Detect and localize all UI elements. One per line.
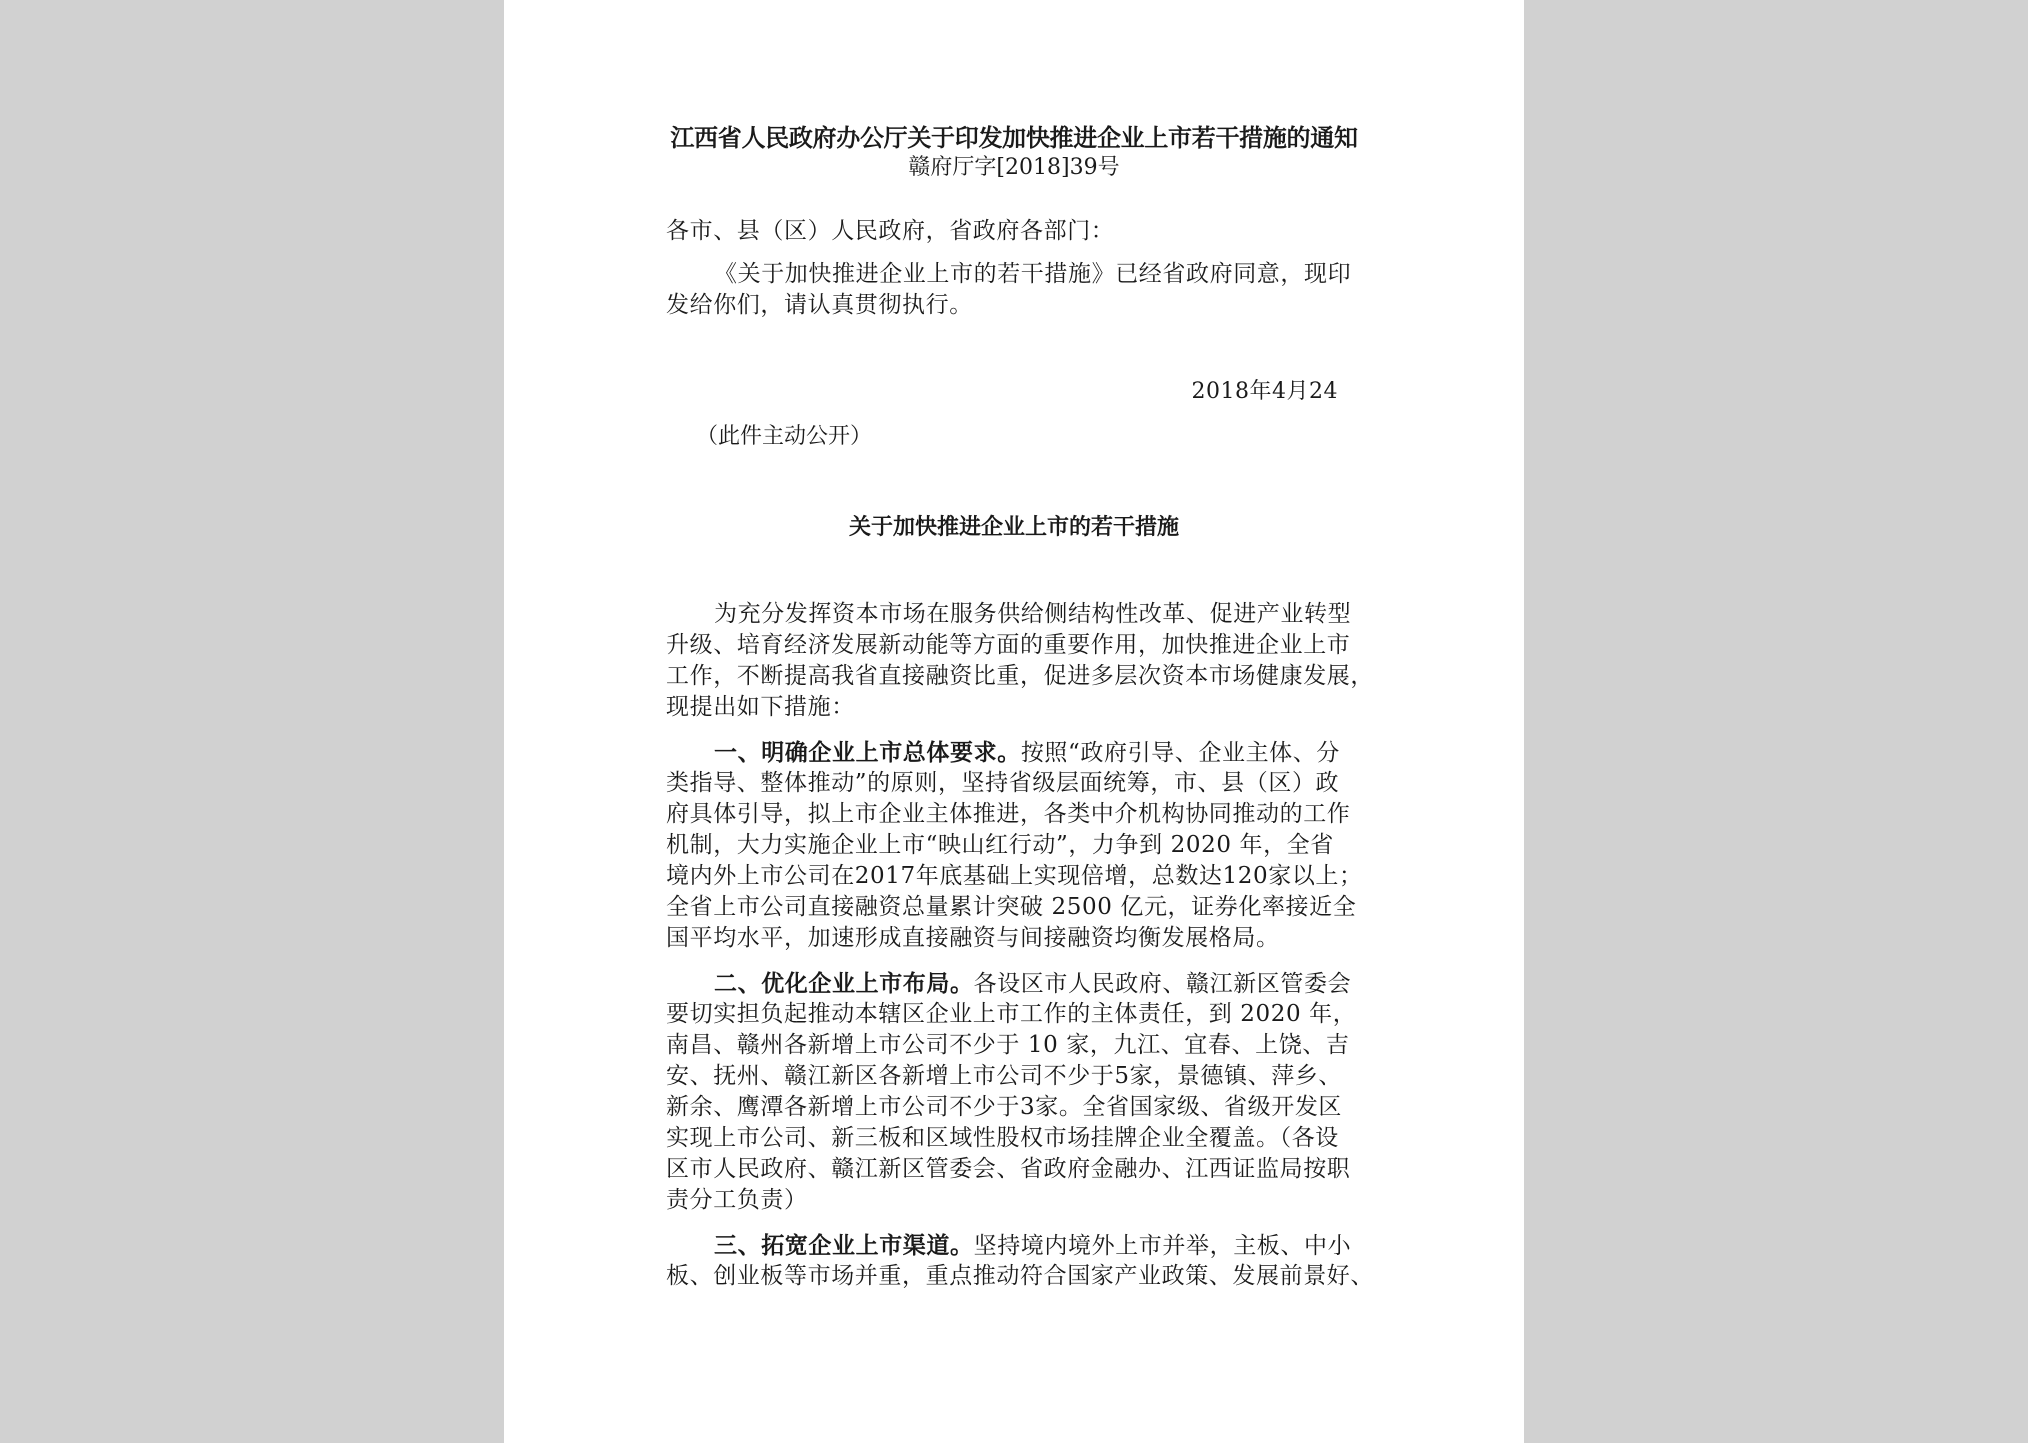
section-1-line: 全省上市公司直接融资总量累计突破 2500 亿元，证券化率接近全 [666,894,1357,920]
measures-title: 关于加快推进企业上市的若干措施 [848,514,1179,540]
notice-body-line: 《关于加快推进企业上市的若干措施》已经省政府同意，现印 [714,261,1352,287]
section-2-first-line [714,972,1351,996]
section-2-line: 新余、鹰潭各新增上市公司不少于3家。全省国家级、省级开发区 [666,1094,1343,1120]
section-2-line: 实现上市公司、新三板和区域性股权市场挂牌企业全覆盖。（各设 [666,1125,1339,1151]
section-1-line: 机制，大力实施企业上市“映山红行动”，力争到 2020 年，全省 [666,832,1334,858]
section-2-heading: 二、优化企业上市布局。 [714,970,974,997]
document-number: 赣府厅字[2018]39号 [908,155,1120,180]
intro-line: 升级、培育经济发展新动能等方面的重要作用，加快推进企业上市 [666,632,1351,658]
section-1-text: 按照“政府引导、企业主体、分 [1020,740,1340,766]
section-2-line: 责分工负责） [666,1187,808,1213]
section-2-line: 要切实担负起推动本辖区企业上市工作的主体责任，到 2020 年， [666,1001,1357,1027]
section-2-text: 各设区市人民政府、赣江新区管委会 [973,971,1352,997]
section-1-line: 类指导、整体推动”的原则，坚持省级层面统筹，市、县（区）政 [666,770,1340,796]
section-3-text: 坚持境内境外上市并举，主板、中小 [973,1233,1352,1259]
section-1-line: 府具体引导，拟上市企业主体推进，各类中介机构协同推动的工作 [666,801,1351,827]
notice-body-line: 发给你们，请认真贯彻执行。 [666,292,973,318]
section-3-heading: 三、拓宽企业上市渠道。 [714,1232,974,1259]
notice-title: 江西省人民政府办公厅关于印发加快推进企业上市若干措施的通知 [670,123,1358,152]
section-1-line: 境内外上市公司在2017年底基础上实现倍增，总数达120家以上； [666,863,1363,889]
issue-date: 2018年4月24 [1191,379,1338,404]
salutation: 各市、县（区）人民政府，省政府各部门： [666,218,1115,244]
section-3-first-line [714,1234,1351,1258]
section-1-heading: 一、明确企业上市总体要求。 [714,739,1021,766]
section-3-line: 板、创业板等市场并重，重点推动符合国家产业政策、发展前景好、 [666,1263,1374,1289]
intro-line: 为充分发挥资本市场在服务供给侧结构性改革、促进产业转型 [714,601,1352,627]
section-2-line: 南昌、赣州各新增上市公司不少于 10 家，九江、宜春、上饶、吉 [666,1032,1350,1058]
intro-line: 工作，不断提高我省直接融资比重，促进多层次资本市场健康发展， [666,663,1374,689]
intro-line: 现提出如下措施： [666,694,855,720]
section-2-line: 区市人民政府、赣江新区管委会、省政府金融办、江西证监局按职 [666,1156,1351,1182]
section-1-first-line [714,741,1340,765]
section-1-line: 国平均水平，加速形成直接融资与间接融资均衡发展格局。 [666,925,1280,951]
section-2-line: 安、抚州、赣江新区各新增上市公司不少于5家，景德镇、萍乡、 [666,1063,1343,1089]
disclosure-note: （此件主动公开） [696,424,873,449]
document-page [504,0,1524,1443]
